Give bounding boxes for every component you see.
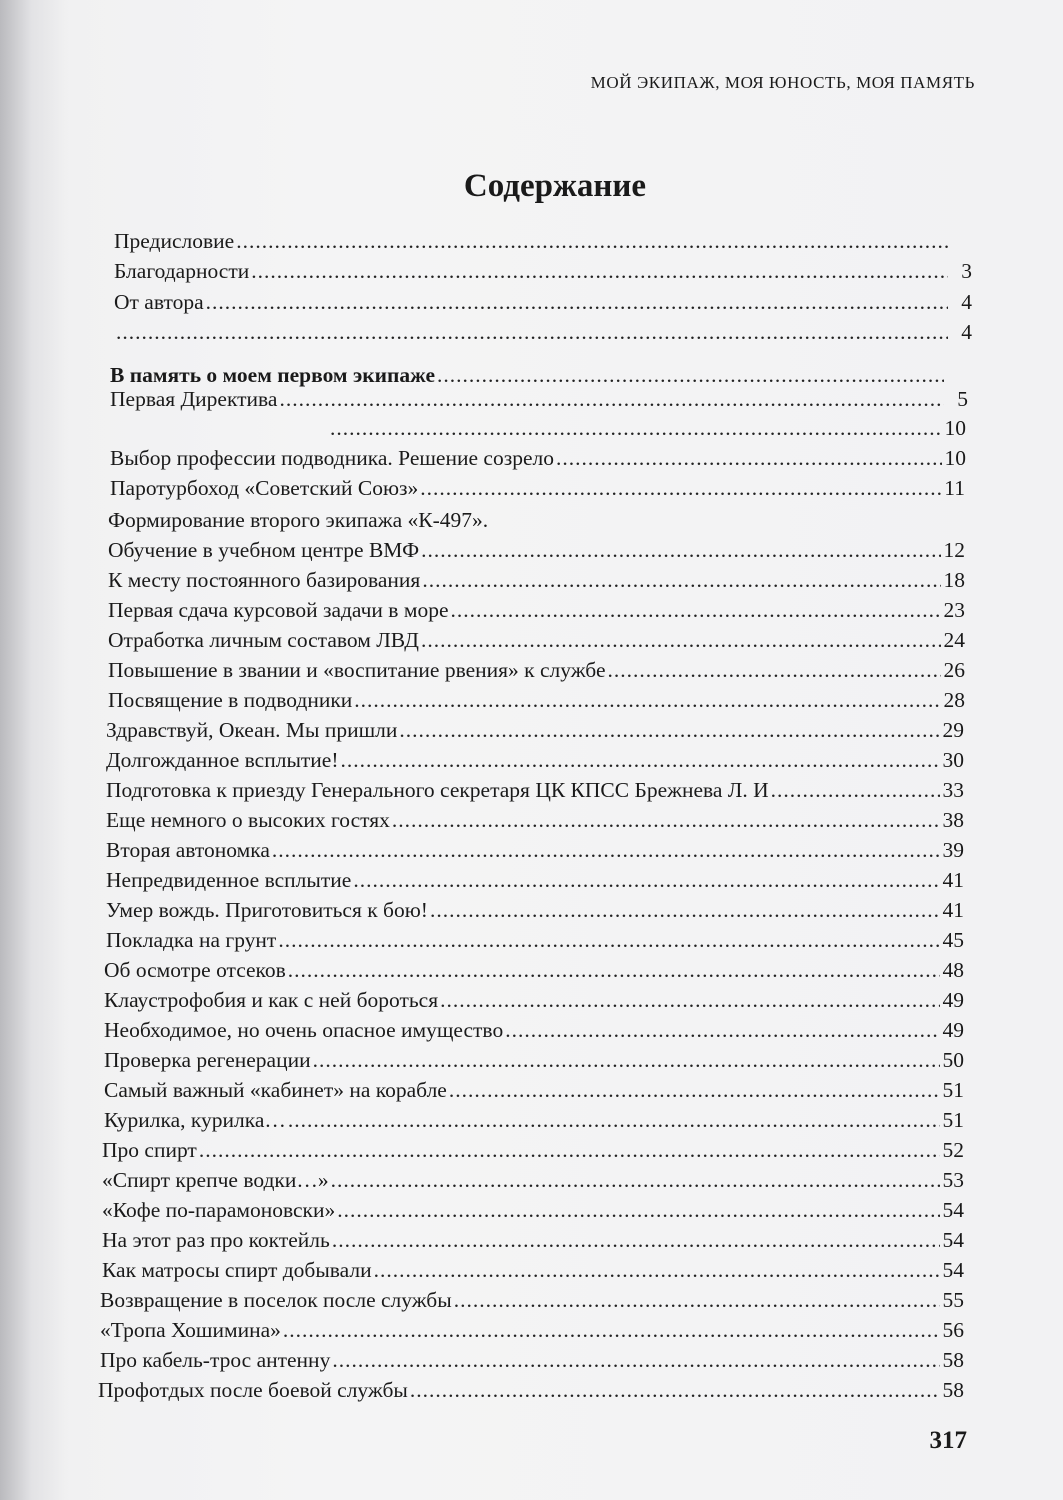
toc-entry[interactable] [104, 1075, 964, 1105]
toc-entry-label: Об осмотре отсеков [104, 958, 286, 982]
toc-entry-page: 5 [957, 387, 968, 411]
toc-entry-label: Про кабель-трос антенну [100, 1348, 331, 1372]
toc-entry-page: 38 [942, 808, 964, 832]
dot-leader [421, 625, 941, 655]
dot-leader [206, 287, 948, 317]
dot-leader [279, 384, 944, 414]
dot-leader [116, 317, 948, 347]
dot-leader [505, 1015, 940, 1045]
dot-leader [332, 1225, 940, 1255]
dot-leader [430, 895, 940, 925]
toc-entry[interactable] [108, 655, 965, 685]
toc-entry-label: Посвящение в подводники [108, 688, 353, 712]
toc-entry-page: 24 [943, 628, 965, 652]
page-number: 317 [929, 1427, 967, 1454]
toc-entry-label: Формирование второго экипажа «К-497». [108, 508, 489, 532]
toc-entry-page: 4 [961, 290, 972, 314]
toc-entry-page: 30 [942, 748, 964, 772]
toc-entry-page: 23 [943, 598, 965, 622]
toc-entry[interactable] [108, 625, 965, 655]
toc-entry-page: 28 [943, 688, 965, 712]
dot-leader [556, 443, 942, 473]
toc-entry-label: «Тропа Хошимина» [100, 1318, 281, 1342]
toc-entry[interactable] [108, 505, 963, 535]
toc-entry-page: 49 [942, 1018, 964, 1042]
toc-entry[interactable] [106, 745, 964, 775]
toc-entry-page: 58 [942, 1378, 964, 1402]
toc-entry-page: 55 [942, 1288, 964, 1312]
toc-entry-label: Непредвиденное всплытие [106, 868, 352, 892]
toc-entry[interactable] [108, 565, 965, 595]
toc-entry-page: 49 [942, 988, 964, 1012]
toc-entry[interactable] [108, 685, 965, 715]
toc-entry-page: 4 [961, 320, 972, 344]
toc-entry-page: 3 [961, 259, 972, 283]
toc-entry-page: 48 [942, 958, 964, 982]
toc-entry-label: Проверка регенерации [104, 1048, 311, 1072]
dot-leader [330, 413, 942, 443]
dot-leader [410, 1375, 940, 1405]
toc-entry-label: Курилка, курилка… [104, 1108, 286, 1132]
toc-entry-page: 54 [942, 1228, 964, 1252]
toc-entry-page: 58 [942, 1348, 964, 1372]
dot-leader [374, 1255, 940, 1285]
dot-leader [331, 1165, 940, 1195]
toc-entry-label: От автора [114, 290, 204, 314]
toc-entry-page: 26 [943, 658, 965, 682]
toc-entry-label: Вторая автономка [106, 838, 270, 862]
toc-entry[interactable] [106, 775, 964, 805]
toc-entry[interactable] [106, 865, 964, 895]
toc-entry[interactable] [114, 226, 972, 256]
toc-entry[interactable] [328, 413, 966, 443]
dot-leader [354, 685, 941, 715]
toc-entry-label: Клаустрофобия и как с ней бороться [104, 988, 439, 1012]
toc-entry[interactable] [114, 287, 972, 317]
toc-entry[interactable] [104, 1045, 964, 1075]
dot-leader [449, 1075, 940, 1105]
toc-entry-page: 54 [942, 1198, 964, 1222]
dot-leader [337, 1195, 940, 1225]
toc-entry-page: 54 [942, 1258, 964, 1282]
toc-entry[interactable] [110, 384, 968, 414]
dot-leader [421, 535, 941, 565]
toc-entry-label: Самый важный «кабинет» на корабле [104, 1078, 447, 1102]
toc-entry-label: Как матросы спирт добывали [102, 1258, 372, 1282]
toc-entry[interactable] [102, 1165, 964, 1195]
dot-leader [608, 655, 941, 685]
toc-entry[interactable] [100, 1285, 964, 1315]
dot-leader [450, 595, 941, 625]
dot-leader [392, 805, 940, 835]
toc-entry-label: На этот раз про коктейль [102, 1228, 330, 1252]
toc-entry[interactable] [110, 473, 965, 503]
toc-entry-label: «Спирт крепче водки…» [102, 1168, 329, 1192]
toc-entry[interactable] [104, 1105, 964, 1135]
dot-leader [313, 1045, 940, 1075]
dot-leader [288, 955, 940, 985]
toc-entry-label: Долгожданное всплытие! [106, 748, 339, 772]
toc-entry-label: Отработка личным составом ЛВД [108, 628, 419, 652]
dot-leader [771, 775, 940, 805]
toc-entry[interactable] [100, 1315, 964, 1345]
dot-leader [353, 865, 940, 895]
dot-leader [283, 1315, 940, 1345]
toc-entry-page: 45 [942, 928, 964, 952]
running-head: МОЙ ЭКИПАЖ, МОЯ ЮНОСТЬ, МОЯ ПАМЯТЬ [590, 73, 975, 92]
toc-entry-label: Покладка на грунт [106, 928, 277, 952]
toc-entry-page: 52 [942, 1138, 964, 1162]
dot-leader [422, 565, 941, 595]
toc-entry[interactable] [106, 925, 964, 955]
toc-entry-page: 51 [942, 1078, 964, 1102]
toc-entry-label: Предисловие [114, 229, 235, 253]
toc-entry[interactable] [114, 256, 972, 286]
toc-entry-page: 41 [942, 898, 964, 922]
toc-entry[interactable] [102, 1255, 964, 1285]
toc-entry[interactable] [102, 1225, 964, 1255]
toc-entry-label: Обучение в учебном центре ВМФ [108, 538, 420, 562]
toc-entry-page: 12 [943, 538, 965, 562]
toc-entry-page: 53 [942, 1168, 964, 1192]
toc-entry[interactable] [106, 715, 964, 745]
dot-leader [272, 835, 940, 865]
toc-entry[interactable] [104, 985, 964, 1015]
toc-entry[interactable] [102, 1135, 964, 1165]
toc-entry-label: Выбор профессии подводника. Решение созрело [110, 446, 554, 470]
toc-entry[interactable] [102, 1195, 964, 1225]
toc-entry-label: «Кофе по-парамоновски» [102, 1198, 336, 1222]
toc-entry-page: 41 [942, 868, 964, 892]
toc-entry-page: 50 [942, 1048, 964, 1072]
toc-entry[interactable] [110, 443, 966, 473]
toc-entry[interactable] [100, 1345, 964, 1375]
toc-entry-page: 39 [942, 838, 964, 862]
dot-leader [341, 745, 941, 775]
toc-entry-page: 56 [942, 1318, 964, 1342]
dot-leader [199, 1135, 940, 1165]
dot-leader [454, 1285, 940, 1315]
toc-entry-label: Здравствуй, Океан. Мы пришли [106, 718, 398, 742]
spine-shadow [0, 0, 70, 1500]
toc-entry-label: Еще немного о высоких гостях [106, 808, 390, 832]
dot-leader [399, 715, 940, 745]
toc-entry-page: 33 [942, 778, 964, 802]
toc-entry-label: Возвращение в поселок после службы [100, 1288, 452, 1312]
toc-entry[interactable] [106, 805, 964, 835]
toc-entry-page: 10 [944, 446, 966, 470]
toc-entry[interactable] [104, 1015, 964, 1045]
toc-entry-page: 18 [943, 568, 965, 592]
toc-entry-page: 29 [942, 718, 964, 742]
toc-entry-page: 11 [944, 476, 965, 500]
toc-entry-label: К месту постоянного базирования [108, 568, 421, 592]
toc-entry-label: Первая Директива [110, 387, 278, 411]
toc-entry-label: Про спирт [102, 1138, 197, 1162]
toc-entry[interactable] [114, 317, 972, 347]
toc-entry-page: 10 [944, 416, 966, 440]
toc-entry[interactable] [108, 595, 965, 625]
toc-entry-label: Паротурбоход «Советский Союз» [110, 476, 419, 500]
toc-entry[interactable] [106, 835, 964, 865]
dot-leader [332, 1345, 940, 1375]
toc-entry[interactable] [106, 895, 964, 925]
dot-leader [251, 256, 948, 286]
toc-entry-label: Повышение в звании и «воспитание рвения» к службе [108, 658, 606, 682]
toc-entry[interactable] [98, 1375, 964, 1405]
toc-entry[interactable] [108, 535, 965, 565]
dot-leader [288, 1105, 940, 1135]
toc-entry-label: Благодарности [114, 259, 250, 283]
toc-entry-page: 51 [942, 1108, 964, 1132]
dot-leader [440, 985, 940, 1015]
toc-entry-label: Первая сдача курсовой задачи в море [108, 598, 449, 622]
toc-entry-label: Умер вождь. Приготовиться к бою! [106, 898, 428, 922]
toc-entry-label: Профотдых после боевой службы [98, 1378, 408, 1402]
dot-leader [278, 925, 940, 955]
toc-section-label: В память о моем первом экипаже [110, 363, 435, 387]
toc-entry-label: Подготовка к приезду Генерального секретаря ЦК КПСС Брежнева Л. И [106, 778, 769, 802]
dot-leader [236, 226, 948, 256]
dot-leader [420, 473, 941, 503]
toc-entry[interactable] [104, 955, 964, 985]
page-title: Содержание [463, 168, 647, 204]
toc-entry-label: Необходимое, но очень опасное имущество [104, 1018, 504, 1042]
